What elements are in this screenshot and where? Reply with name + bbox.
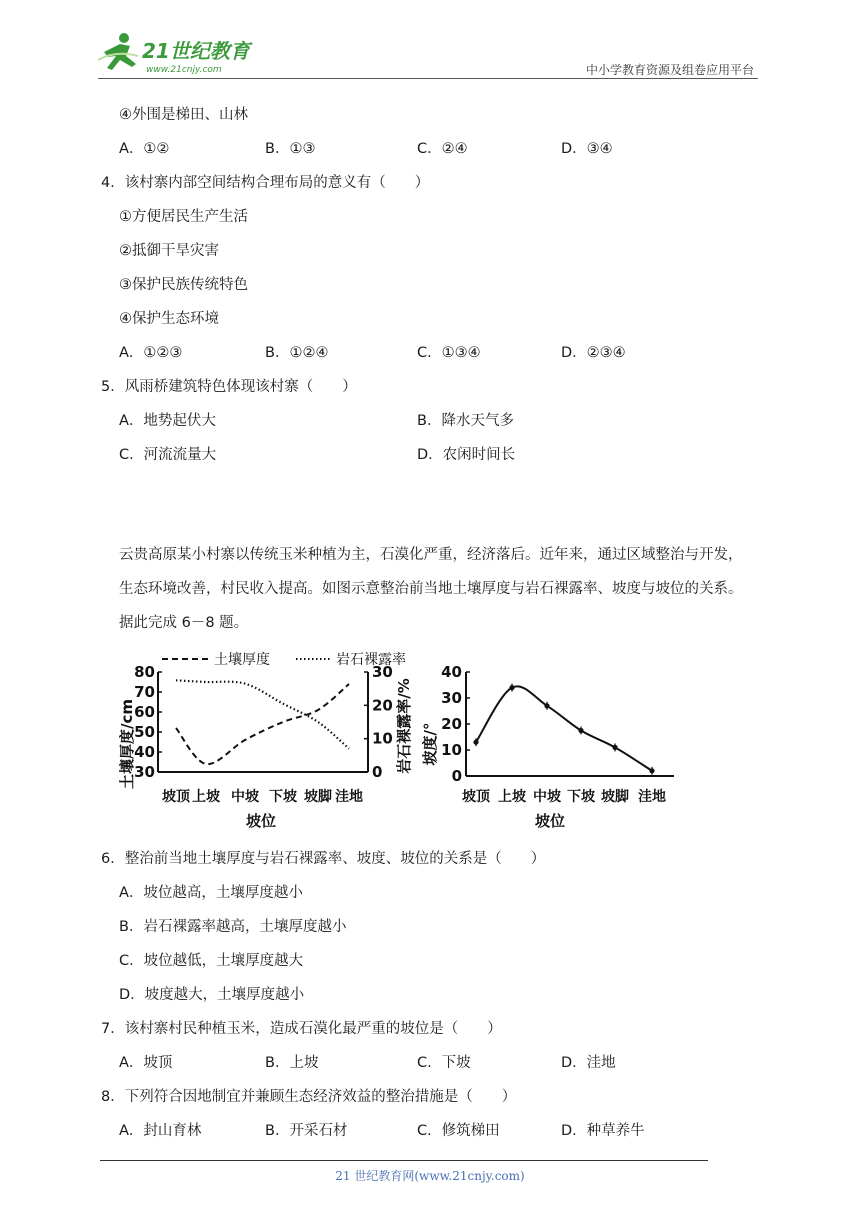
chart1-x-axis-label: 坡位	[245, 812, 277, 830]
chart2-y-tick-label: 10	[441, 741, 462, 759]
q3-option-a: A．①②	[119, 141, 170, 157]
chart2-x-tick-label: 上坡	[498, 789, 526, 805]
chart2-series-slope-line	[476, 686, 652, 770]
q5-option-c: C．河流流量大	[119, 447, 217, 463]
q8-option-a: A．封山育林	[119, 1123, 202, 1139]
chart1-y-tick-label: 70	[134, 683, 155, 701]
chart2-data-point	[649, 768, 654, 773]
chart1-y2-axis-label: 岩石裸露率/%	[395, 678, 413, 774]
page-header	[98, 30, 758, 80]
q7-option-a: A．坡顶	[119, 1055, 173, 1071]
chart2-x-tick-label: 洼地	[638, 789, 666, 805]
chart1-series-soil-line	[176, 684, 349, 764]
chart1-y-tick-label: 40	[134, 743, 155, 761]
chart1-x-tick-label: 坡脚	[304, 789, 332, 805]
chart2-x-tick-label: 坡顶	[462, 789, 490, 805]
chart1-x-tick-label: 上坡	[192, 789, 220, 805]
passage-line-1: 云贵高原某小村寨以传统玉米种植为主，石漠化严重，经济落后。近年来，通过区域整治与开发，	[119, 547, 743, 563]
q8-option-d: D．种草养牛	[561, 1123, 645, 1139]
q5-option-b: B．降水天气多	[417, 413, 514, 429]
chart2-y-tick-label: 20	[441, 715, 462, 733]
q8-option-c: C．修筑梯田	[417, 1123, 500, 1139]
q3-option-b: B．①③	[265, 141, 316, 157]
q6-option-c: C．坡位越低，土壤厚度越大	[119, 953, 304, 969]
q6-option-a: A．坡位越高，土壤厚度越小	[119, 885, 303, 901]
chart2-x-tick-label: 中坡	[533, 789, 561, 805]
q8-stem: 8．下列符合因地制宜并兼顾生态经济效益的整治措施是（ ）	[101, 1089, 517, 1105]
q6-option-b: B．岩石裸露率越高，土壤厚度越小	[119, 919, 347, 935]
q3-option-d: D．③④	[561, 141, 613, 157]
q4-item-1: ①方便居民生产生活	[119, 209, 248, 225]
q3-item-4: ④外围是梯田、山林	[119, 107, 248, 123]
chart1-legend	[162, 651, 406, 668]
passage-line-3: 据此完成 6－8 题。	[119, 615, 249, 631]
legend-soil-label: 土壤厚度	[214, 652, 270, 668]
q6-option-d: D．坡度越大，土壤厚度越小	[119, 987, 305, 1003]
chart1-x-tick-label: 中坡	[231, 789, 259, 805]
runner-icon	[98, 33, 138, 70]
chart2-data-point	[612, 745, 617, 750]
figure-charts	[118, 644, 678, 834]
q4-option-a: A．①②③	[119, 345, 183, 361]
chart2-y-axis-label: 坡度/°	[421, 722, 439, 766]
page-footer: 21 世纪教育网(www.21cnjy.com)	[335, 1169, 525, 1183]
chart1-y-tick-label: 80	[134, 663, 155, 681]
q5-option-d: D．农闲时间长	[417, 447, 516, 463]
chart2-x-tick-label: 坡脚	[601, 789, 629, 805]
q4-item-2: ②抵御干旱灾害	[119, 243, 219, 259]
q4-option-d: D．②③④	[561, 345, 626, 361]
q8-option-b: B．开采石材	[265, 1123, 348, 1139]
q6-stem: 6．整治前当地土壤厚度与岩石裸露率、坡度、坡位的关系是（ ）	[101, 851, 546, 867]
q7-option-c: C．下坡	[417, 1055, 471, 1071]
chart2-y-tick-label: 30	[441, 689, 462, 707]
chart1-y-tick-label: 30	[134, 763, 155, 781]
passage	[119, 538, 769, 640]
chart1-y-axis-label: 土壤厚度/cm	[118, 698, 136, 790]
q5-stem: 5．风雨桥建筑特色体现该村寨（ ）	[101, 379, 357, 395]
chart1-y2-tick-label: 30	[372, 663, 393, 681]
chart2-y-tick-label: 40	[441, 663, 462, 681]
chart1-x-tick-label: 下坡	[269, 789, 297, 805]
chart1-y2-tick-label: 20	[372, 696, 393, 715]
q4-item-4: ④保护生态环境	[119, 311, 219, 327]
chart2-x-axis-label: 坡位	[534, 812, 566, 830]
logo-url: www.21cnjy.com	[146, 65, 222, 75]
chart1-y-tick-label: 50	[134, 723, 155, 741]
q4-stem: 4．该村寨内部空间结构合理布局的意义有（ ）	[101, 175, 430, 191]
chart1-y-tick-label: 60	[134, 703, 155, 721]
q3-option-c: C．②④	[417, 141, 468, 157]
chart-slope	[421, 663, 674, 830]
chart1-y2-tick-label: 10	[372, 729, 393, 748]
chart2-data-point	[578, 728, 583, 733]
q4-option-c: C．①③④	[417, 345, 481, 361]
logo-text: 21世纪教育	[142, 39, 250, 63]
chart2-data-point	[544, 703, 549, 708]
q7-option-b: B．上坡	[265, 1055, 319, 1071]
chart1-series-rock-line	[176, 680, 349, 748]
q5-option-a: A．地势起伏大	[119, 413, 216, 429]
chart2-x-tick-label: 下坡	[567, 789, 595, 805]
header-divider	[98, 78, 758, 79]
footer-divider	[100, 1160, 708, 1161]
chart1-x-tick-label: 洼地	[335, 789, 363, 805]
chart1-x-tick-label: 坡顶	[162, 789, 190, 805]
q7-stem: 7．该村寨村民种植玉米，造成石漠化最严重的坡位是（ ）	[101, 1021, 502, 1037]
passage-line-2: 生态环境改善，村民收入提高。如图示意整治前当地土壤厚度与岩石裸露率、坡度与坡位的关系。	[119, 581, 743, 597]
q7-option-d: D．洼地	[561, 1055, 616, 1071]
chart-soil-rock	[118, 651, 413, 830]
chart1-y2-tick-label: 0	[372, 763, 383, 781]
chart2-data-point	[509, 685, 514, 690]
chart2-data-point	[473, 740, 478, 745]
chart2-y-tick-label: 0	[451, 767, 462, 785]
platform-name: 中小学教育资源及组卷应用平台	[585, 63, 754, 77]
site-logo	[98, 30, 268, 76]
q4-option-b: B．①②④	[265, 345, 329, 361]
q4-item-3: ③保护民族传统特色	[119, 277, 248, 293]
legend-rock-label: 岩石裸露率	[336, 652, 406, 668]
